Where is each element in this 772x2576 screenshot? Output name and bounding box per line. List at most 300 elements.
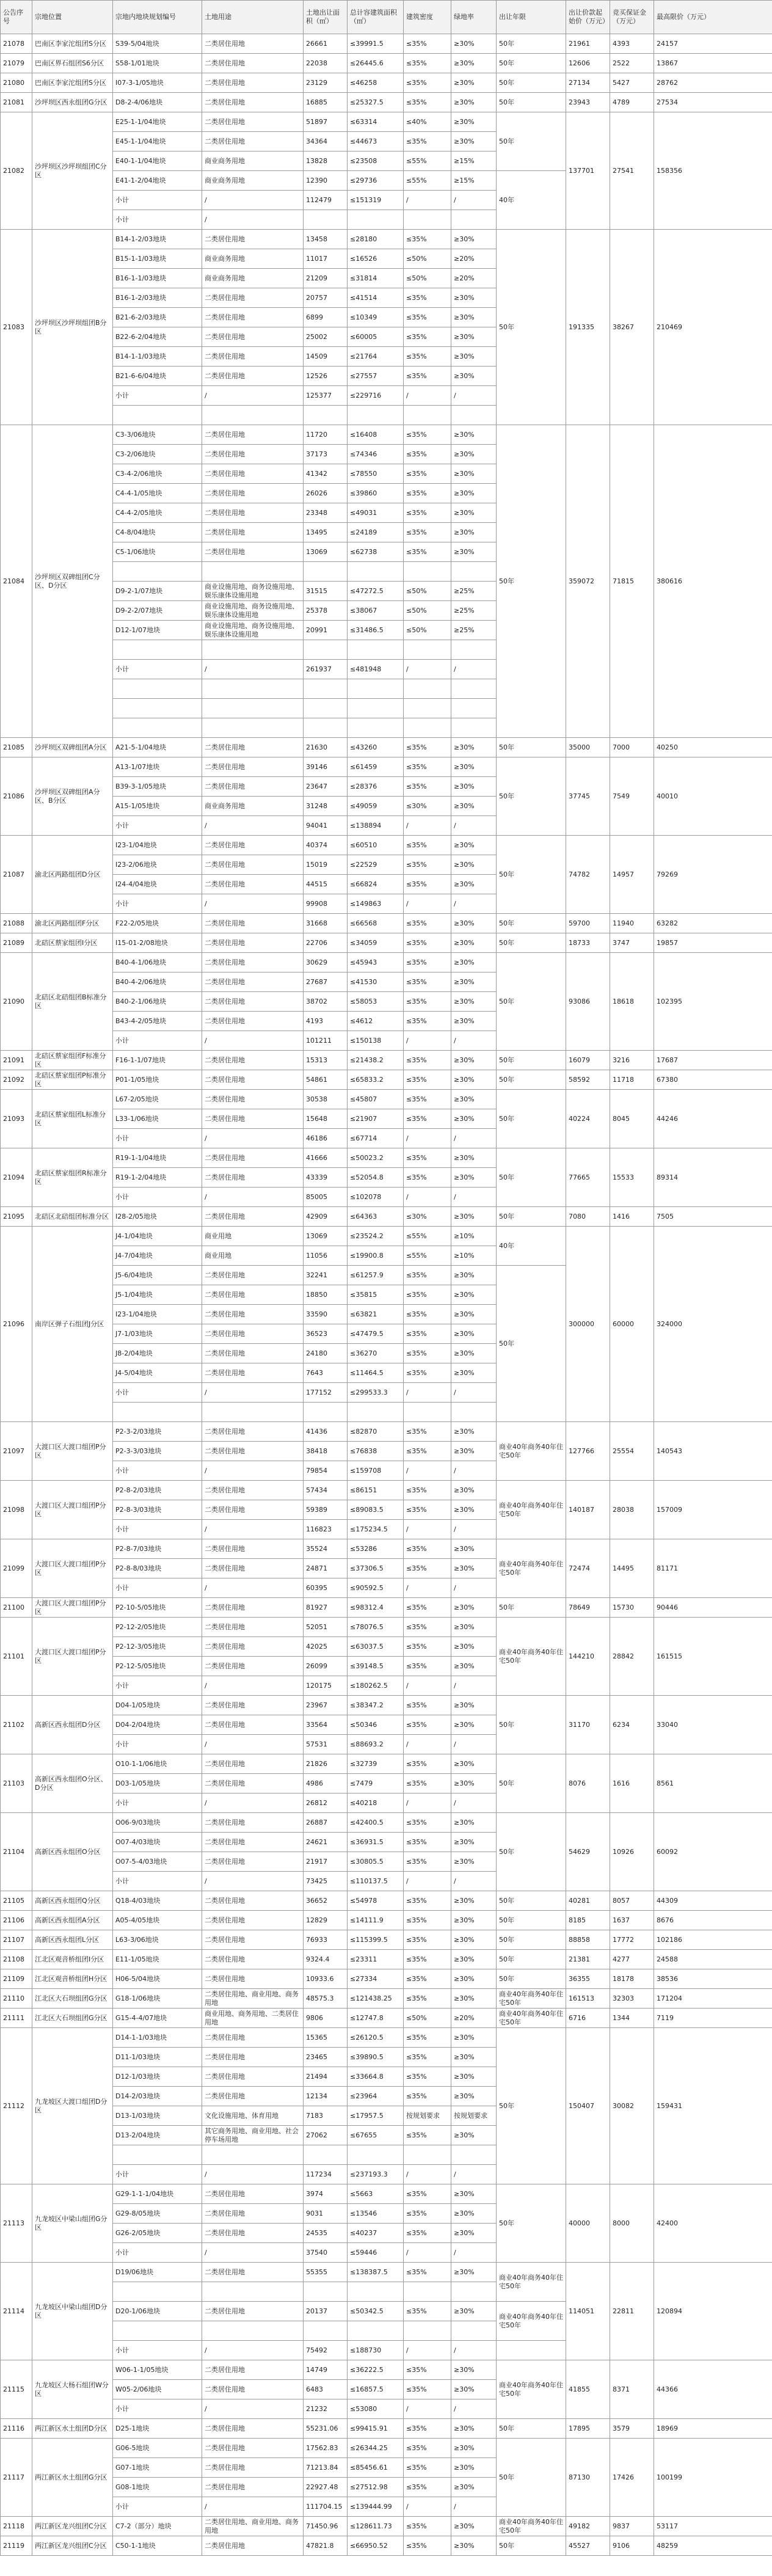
table-cell: 157009	[654, 1481, 772, 1539]
table-cell: 50年	[497, 93, 566, 112]
table-cell: P01-1/05地块	[113, 1070, 202, 1090]
table-cell: ≥30%	[451, 464, 497, 484]
table-cell: ≥30%	[451, 2126, 497, 2145]
table-cell: ≤35%	[404, 1148, 451, 1168]
header-cell: 总计容建筑面积（㎡）	[348, 1, 404, 34]
table-cell: I24-4/04地块	[113, 875, 202, 894]
table-cell: 9837	[610, 2517, 654, 2536]
table-cell: 二类居住用地	[202, 933, 304, 953]
table-cell: 26661	[304, 34, 348, 54]
table-cell: 300000	[566, 1227, 610, 1422]
table-cell: ≤49031	[348, 503, 404, 523]
table-row	[1, 1911, 772, 1930]
table-cell: 21109	[1, 1969, 32, 1989]
table-row	[1, 1227, 772, 1246]
table-cell: 21110	[1, 1989, 32, 2009]
table-cell: 北碚区蔡家组团P标准分区	[32, 1070, 113, 1090]
table-cell: ≥30%	[451, 1148, 497, 1168]
table-cell: 50年	[497, 112, 566, 171]
table-cell: 39146	[304, 757, 348, 777]
table-cell: 九龙坡区大渡口组团D分区	[32, 2028, 113, 2184]
table-cell: 大渡口区大渡口组团P分区	[32, 1598, 113, 1618]
table-cell: 71213.84	[304, 2458, 348, 2478]
table-row	[1, 1539, 772, 1559]
table-cell: 二类居住用地	[202, 1168, 304, 1188]
table-cell: ≤35%	[404, 1911, 451, 1930]
table-cell: ≤138387.5	[348, 2263, 404, 2282]
table-cell: 26026	[304, 484, 348, 503]
table-cell: 21094	[1, 1148, 32, 1207]
table-cell: B21-6-2/03地块	[113, 308, 202, 327]
table-cell: A21-5-1/04地块	[113, 738, 202, 757]
table-cell: ≥30%	[451, 2419, 497, 2439]
table-cell: /	[202, 2243, 304, 2263]
table-cell: ≥30%	[451, 112, 497, 132]
table-cell	[348, 699, 404, 718]
table-cell: 21088	[1, 914, 32, 933]
table-cell: ≤35%	[404, 738, 451, 757]
table-cell: ≤35%	[404, 914, 451, 933]
table-cell: P2-3-2/03地块	[113, 1422, 202, 1442]
table-cell: 二类居住用地	[202, 1051, 304, 1070]
table-cell: B16-1-1/03地块	[113, 269, 202, 288]
table-cell: 21108	[1, 1950, 32, 1969]
table-cell: 商业40年商务40年住宅50年	[497, 1989, 566, 2009]
table-cell: 商业40年商务40年住宅50年	[497, 1422, 566, 1481]
table-cell: G06-5地块	[113, 2439, 202, 2458]
table-cell: 21100	[1, 1598, 32, 1618]
table-cell: 二类居住用地	[202, 347, 304, 367]
table-cell: 二类居住用地	[202, 132, 304, 151]
table-cell: 50年	[497, 425, 566, 738]
table-cell: ≤128611.73	[348, 2517, 404, 2536]
table-cell: P2-8-8/03地块	[113, 1559, 202, 1578]
table-cell: ≥10%	[451, 1246, 497, 1266]
table-row	[1, 1051, 772, 1070]
table-cell: 261937	[304, 660, 348, 679]
table-cell: ≤60510	[348, 836, 404, 855]
table-cell: 二类居住用地	[202, 1598, 304, 1618]
table-cell: 13069	[304, 542, 348, 562]
table-cell: ≤35%	[404, 1989, 451, 2009]
table-cell: 二类居住用地	[202, 2087, 304, 2106]
table-cell: ≤35%	[404, 1813, 451, 1833]
table-row	[1, 2360, 772, 2380]
table-cell: 21089	[1, 933, 32, 953]
table-cell: 44246	[654, 1090, 772, 1148]
table-row	[1, 1148, 772, 1168]
table-cell: 48259	[654, 2536, 772, 2556]
table-cell: ≥30%	[451, 1051, 497, 1070]
table-cell: ≤50023.2	[348, 1148, 404, 1168]
table-cell: ≤50%	[404, 249, 451, 269]
table-cell: ≤63037.5	[348, 1637, 404, 1657]
table-cell	[348, 1403, 404, 1422]
table-cell: ≤35%	[404, 1442, 451, 1461]
table-cell: ≤35%	[404, 1363, 451, 1383]
table-cell: ≥15%	[451, 151, 497, 171]
table-cell: 9106	[610, 2536, 654, 2556]
table-cell: ≤50%	[404, 582, 451, 601]
table-cell: ≥20%	[451, 249, 497, 269]
table-cell: 二类居住用地	[202, 953, 304, 972]
table-cell: 23967	[304, 1696, 348, 1715]
table-cell: 114051	[566, 2263, 610, 2360]
table-cell: 41342	[304, 464, 348, 484]
table-cell	[451, 640, 497, 660]
table-cell: ≥30%	[451, 2048, 497, 2067]
table-cell	[202, 1403, 304, 1422]
table-cell: D9-2-1/07地块	[113, 582, 202, 601]
table-cell: 49182	[566, 2517, 610, 2536]
table-cell: ≥30%	[451, 1012, 497, 1031]
table-cell: 高新区西永组团O分区、D分区	[32, 1754, 113, 1813]
table-cell: 5427	[610, 73, 654, 93]
table-cell: ≤36270	[348, 1344, 404, 1363]
table-cell: ≤16857.5	[348, 2380, 404, 2399]
table-cell: 31668	[304, 914, 348, 933]
table-cell: 36652	[304, 1891, 348, 1911]
table-cell: ≤26445.6	[348, 54, 404, 73]
table-cell: ≤67655	[348, 2126, 404, 2145]
table-cell: 10933.6	[304, 1969, 348, 1989]
table-cell: ≤35%	[404, 1950, 451, 1969]
table-cell: 二类居住用地	[202, 112, 304, 132]
table-cell: 小计	[113, 191, 202, 210]
table-cell: ≤74346	[348, 445, 404, 464]
table-cell: 50年	[497, 2536, 566, 2556]
table-cell: 北碚区蔡家组团F标准分区	[32, 1051, 113, 1070]
table-cell: B16-1-2/03地块	[113, 288, 202, 308]
table-cell: ≥30%	[451, 797, 497, 816]
table-cell: /	[404, 1031, 451, 1051]
table-cell: ≥30%	[451, 777, 497, 797]
table-cell: ≤39148.5	[348, 1657, 404, 1676]
table-row	[1, 1969, 772, 1989]
table-cell: 二类居住用地	[202, 1070, 304, 1090]
table-cell: /	[404, 1793, 451, 1813]
table-cell: 小计	[113, 210, 202, 230]
table-cell: /	[202, 2341, 304, 2360]
table-cell: 21381	[566, 1950, 610, 1969]
table-cell: ≤151319	[348, 191, 404, 210]
table-cell: /	[202, 1461, 304, 1481]
table-cell: ≤39860	[348, 484, 404, 503]
table-cell: 二类居住用地	[202, 1911, 304, 1930]
table-cell: ≤35%	[404, 542, 451, 562]
table-cell: ≥30%	[451, 2067, 497, 2087]
table-cell	[404, 2145, 451, 2165]
table-cell: 55355	[304, 2263, 348, 2282]
table-cell	[451, 699, 497, 718]
table-cell: ≤32739	[348, 1754, 404, 1774]
table-cell: ≤35%	[404, 1305, 451, 1324]
table-cell: 54629	[566, 1813, 610, 1891]
table-cell: J4-7/04地块	[113, 1246, 202, 1266]
table-cell: 50年	[497, 1090, 566, 1148]
table-cell: ≤159708	[348, 1461, 404, 1481]
table-cell: ≥30%	[451, 1891, 497, 1911]
table-cell	[113, 718, 202, 738]
table-cell: ≤22529	[348, 855, 404, 875]
table-cell: 二类居住用地	[202, 992, 304, 1012]
table-cell: D25-1地块	[113, 2419, 202, 2439]
table-cell: 24871	[304, 1559, 348, 1578]
table-cell: 二类居住用地	[202, 1852, 304, 1872]
table-cell: 二类居住用地	[202, 1012, 304, 1031]
table-cell: 21494	[304, 2067, 348, 2087]
table-cell: ≤25327.5	[348, 93, 404, 112]
table-cell: B14-1-1/03地块	[113, 347, 202, 367]
table-cell: ≤102078	[348, 1188, 404, 1207]
table-cell: 177152	[304, 1383, 348, 1403]
table-cell: /	[202, 894, 304, 914]
table-cell: 48575.3	[304, 1989, 348, 2009]
table-cell: 商业40年商务40年住宅50年	[497, 2009, 566, 2028]
table-cell: 商业40年商务40年住宅50年	[497, 1481, 566, 1539]
table-cell: 117234	[304, 2165, 348, 2184]
table-cell: ≥30%	[451, 1422, 497, 1442]
table-cell: ≤76838	[348, 1442, 404, 1461]
table-cell: 渝北区两路组团D分区	[32, 836, 113, 914]
table-cell: 59389	[304, 1500, 348, 1520]
table-cell: 二类居住用地	[202, 445, 304, 464]
table-cell: 二类居住用地	[202, 1891, 304, 1911]
table-cell: H06-5/04地块	[113, 1969, 202, 1989]
table-cell: ≤138894	[348, 816, 404, 836]
table-cell: /	[404, 1872, 451, 1891]
table-cell	[304, 1403, 348, 1422]
table-cell: 二类居住用地	[202, 73, 304, 93]
table-cell: /	[451, 894, 497, 914]
table-cell: 50年	[497, 34, 566, 54]
table-row	[1, 425, 772, 445]
table-cell: /	[451, 2399, 497, 2419]
table-cell: 二类居住用地	[202, 1950, 304, 1969]
table-cell: 50年	[497, 230, 566, 425]
table-cell: 9031	[304, 2204, 348, 2224]
table-cell: /	[451, 1735, 497, 1754]
table-cell: ≤35%	[404, 1559, 451, 1578]
table-cell: 21107	[1, 1930, 32, 1950]
table-cell: ≤35%	[404, 1070, 451, 1090]
table-cell: 27541	[610, 112, 654, 230]
table-cell: 二类居住用地	[202, 2184, 304, 2204]
table-cell: ≤44673	[348, 132, 404, 151]
table-cell: O07-5-4/03地块	[113, 1852, 202, 1872]
table-cell: 二类居住用地	[202, 425, 304, 445]
table-cell: ≤23524.2	[348, 1227, 404, 1246]
table-cell: ≤37306.5	[348, 1559, 404, 1578]
table-cell: ≤35%	[404, 132, 451, 151]
table-cell: 74782	[566, 836, 610, 914]
table-cell	[202, 718, 304, 738]
table-row	[1, 1950, 772, 1969]
table-cell: 12526	[304, 367, 348, 386]
table-row	[1, 836, 772, 855]
table-cell: ≥30%	[451, 347, 497, 367]
table-cell: 21232	[304, 2399, 348, 2419]
table-cell: 商业40年商务40年住宅50年	[497, 1618, 566, 1696]
table-cell	[348, 406, 404, 425]
table-cell: 102395	[654, 953, 772, 1051]
table-cell: I15-01-2/08地块	[113, 933, 202, 953]
table-cell: /	[404, 2399, 451, 2419]
table-cell: 江北区大石坝组团G分区	[32, 1989, 113, 2009]
table-cell: 21090	[1, 953, 32, 1051]
table-cell: ≤35%	[404, 1344, 451, 1363]
table-cell: G08-1地块	[113, 2478, 202, 2497]
table-cell	[451, 562, 497, 582]
table-cell: E41-1-2/04地块	[113, 171, 202, 191]
table-cell: 小计	[113, 1735, 202, 1754]
table-cell: L67-2/05地块	[113, 1090, 202, 1109]
table-cell: 小计	[113, 1520, 202, 1539]
table-cell: 50年	[497, 1930, 566, 1950]
table-cell: 二类居住用地	[202, 2458, 304, 2478]
table-cell: 79854	[304, 1461, 348, 1481]
table-cell: ≤53080	[348, 2399, 404, 2419]
table-cell: 二类居住用地、商业用地、商务用地	[202, 1989, 304, 2009]
table-cell: ≤65833.2	[348, 1070, 404, 1090]
table-cell: ≤35%	[404, 992, 451, 1012]
table-cell: C50-1-1地块	[113, 2536, 202, 2556]
table-row	[1, 1754, 772, 1774]
table-cell: 二类居住用地	[202, 914, 304, 933]
table-cell: C7-2（部分）地块	[113, 2517, 202, 2536]
table-cell: ≤5663	[348, 2184, 404, 2204]
table-cell: 沙坪坝区西永组团G分区	[32, 93, 113, 112]
table-cell: ≤31486.5	[348, 621, 404, 640]
table-cell: ≤35%	[404, 1696, 451, 1715]
table-cell: 50年	[497, 1266, 566, 1422]
table-cell: 22038	[304, 54, 348, 73]
table-cell: /	[404, 894, 451, 914]
table-cell: ≥30%	[451, 2380, 497, 2399]
table-cell: 13867	[654, 54, 772, 73]
table-cell: J5-1/04地块	[113, 1285, 202, 1305]
table-cell: ≤35%	[404, 1090, 451, 1109]
table-cell: 38418	[304, 1442, 348, 1461]
table-cell: 二类居住用地	[202, 1657, 304, 1676]
table-cell: ≤481948	[348, 660, 404, 679]
table-cell: ≥30%	[451, 523, 497, 542]
table-cell: ≥30%	[451, 2204, 497, 2224]
table-cell: ≥30%	[451, 1754, 497, 1774]
table-cell	[451, 210, 497, 230]
table-cell: ≤52054.8	[348, 1168, 404, 1188]
table-cell: ≥30%	[451, 1442, 497, 1461]
table-cell: 27134	[566, 73, 610, 93]
table-cell: ≤35%	[404, 1715, 451, 1735]
table-cell: ≤26344.25	[348, 2439, 404, 2458]
table-cell: 191335	[566, 230, 610, 425]
table-cell: ≤35%	[404, 1539, 451, 1559]
table-cell: ≤34059	[348, 933, 404, 953]
table-cell: ≤35%	[404, 2184, 451, 2204]
table-cell: E11-1/05地块	[113, 1950, 202, 1969]
table-cell: ≤50%	[404, 601, 451, 621]
table-cell: ≤55%	[404, 151, 451, 171]
table-cell: P2-10-5/05地块	[113, 1598, 202, 1618]
header-cell: 土地出让面积（㎡）	[304, 1, 348, 34]
table-cell: /	[202, 816, 304, 836]
table-cell: ≥30%	[451, 2263, 497, 2282]
table-cell: 商业40年商务40年住宅50年	[497, 2517, 566, 2536]
table-cell: ≤149863	[348, 894, 404, 914]
table-cell: 7549	[610, 757, 654, 836]
table-cell: L63-3/06地块	[113, 1930, 202, 1950]
table-cell: ≤35%	[404, 230, 451, 249]
table-cell: ≤11464.5	[348, 1363, 404, 1383]
table-cell: 21116	[1, 2419, 32, 2439]
table-cell: /	[202, 1031, 304, 1051]
table-cell: 二类居住用地	[202, 2360, 304, 2380]
table-cell: 21097	[1, 1422, 32, 1481]
table-cell: 商业设施用地、商务设施用地、娱乐康体设施用地	[202, 582, 304, 601]
table-cell: ≤40237	[348, 2224, 404, 2243]
table-cell: 21098	[1, 1481, 32, 1539]
table-cell: 24621	[304, 1833, 348, 1852]
table-cell: 15313	[304, 1051, 348, 1070]
table-cell: /	[451, 1872, 497, 1891]
table-cell: ≤237193.3	[348, 2165, 404, 2184]
table-row	[1, 73, 772, 93]
table-cell: 巴南区界石组团S6分区	[32, 54, 113, 73]
table-cell: ≤45943	[348, 953, 404, 972]
table-cell: ≥30%	[451, 1969, 497, 1989]
table-cell: 21085	[1, 738, 32, 757]
table-cell: ≤47272.5	[348, 582, 404, 601]
table-cell: 二类居住用地	[202, 1969, 304, 1989]
table-cell: 13069	[304, 1227, 348, 1246]
table-cell	[202, 406, 304, 425]
table-cell: 二类居住用地	[202, 855, 304, 875]
table-cell: 18969	[654, 2419, 772, 2439]
table-cell: 二类居住用地	[202, 2263, 304, 2282]
table-cell: ≥30%	[451, 1950, 497, 1969]
table-cell: 二类居住用地	[202, 1930, 304, 1950]
table-cell: 沙坪坝区双碑组团A分区	[32, 738, 113, 757]
table-row	[1, 933, 772, 953]
table-cell: D12-1/07地块	[113, 621, 202, 640]
table-cell: 43339	[304, 1168, 348, 1188]
table-cell: 140187	[566, 1481, 610, 1539]
table-cell: 北碚区蔡家组团L标准分区	[32, 1090, 113, 1148]
table-cell: ≥30%	[451, 933, 497, 953]
table-cell: ≥30%	[451, 503, 497, 523]
header-cell: 最高限价（万元）	[654, 1, 772, 34]
table-cell: ≤35%	[404, 933, 451, 953]
table-cell: 21079	[1, 54, 32, 73]
table-cell: D9-2-2/07地块	[113, 601, 202, 621]
table-cell: 1616	[610, 1754, 654, 1813]
table-cell: D04-2/04地块	[113, 1715, 202, 1735]
table-cell: 21113	[1, 2184, 32, 2263]
table-cell: 小计	[113, 1461, 202, 1481]
table-cell	[451, 1403, 497, 1422]
table-cell: ≥30%	[451, 93, 497, 112]
table-cell: 商业商务用地	[202, 269, 304, 288]
table-cell: 42025	[304, 1637, 348, 1657]
table-cell: ≥30%	[451, 1539, 497, 1559]
table-cell: 50年	[497, 1969, 566, 1989]
table-cell: ≤66824	[348, 875, 404, 894]
table-cell: ≤17957.5	[348, 2106, 404, 2126]
table-cell: ≤35%	[404, 875, 451, 894]
header-cell: 绿地率	[451, 1, 497, 34]
table-cell: 41666	[304, 1148, 348, 1168]
